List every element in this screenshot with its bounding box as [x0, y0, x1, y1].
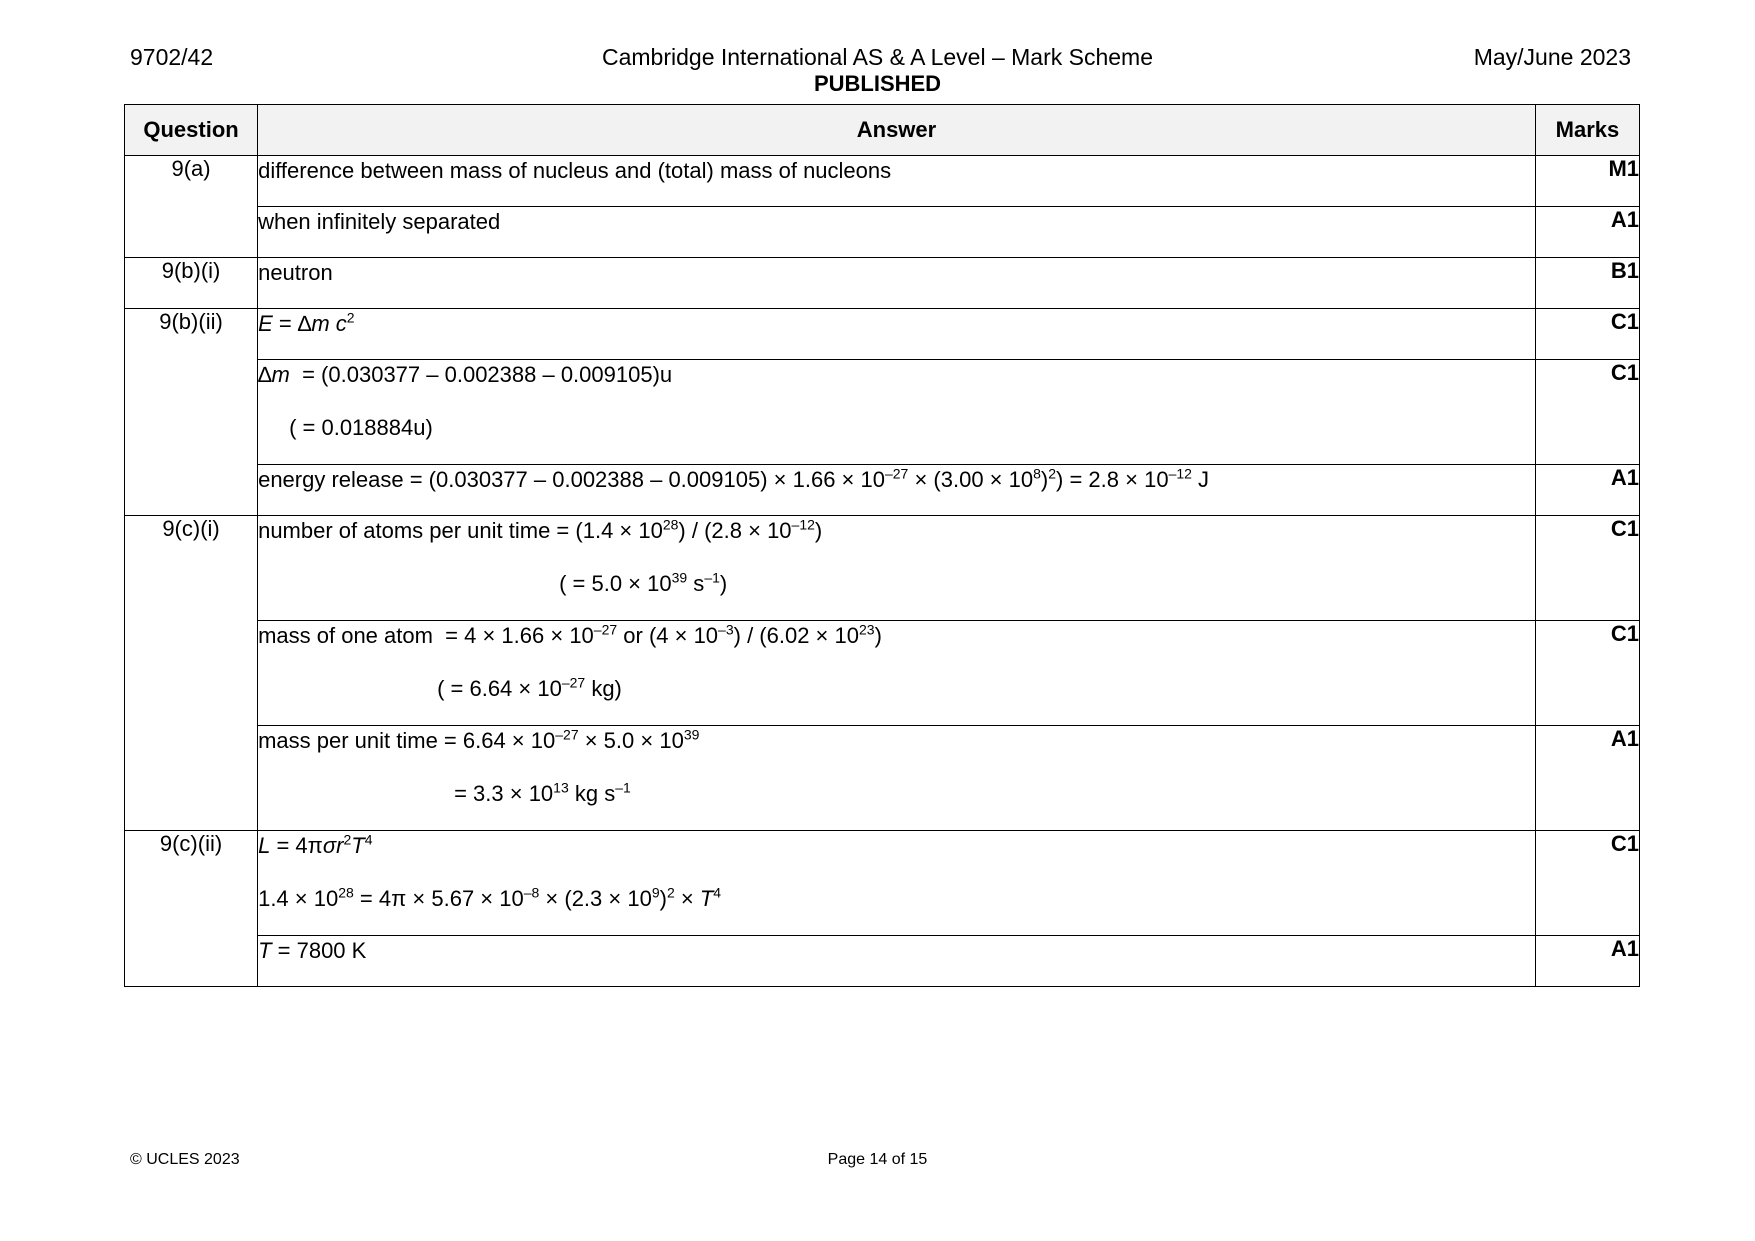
answer-column-header: Answer	[258, 105, 1536, 156]
mass-defect-value: ( = 0.018884u)	[289, 415, 433, 440]
answer-cell	[258, 207, 1536, 258]
answer-text: neutron	[258, 260, 333, 285]
table-row	[125, 156, 1640, 207]
question-number: 9(b)(ii)	[125, 309, 258, 516]
stefan-boltzmann-equation: $L = 4\pi\sigma r^2T^4$	[258, 831, 373, 858]
answer-text: when infinitely separated	[258, 209, 501, 234]
answer-cell	[258, 621, 1536, 726]
mass-one-atom-value: ( = $6.64 \times 10^{-27}$ kg)	[437, 674, 622, 701]
atoms-per-time-line: number of atoms per unit time = $(1.4 \times 10^{28}) / (2.8 \times 10^{-12})$	[258, 516, 823, 543]
mark-cell: M1	[1535, 156, 1639, 207]
exam-session: May/June 2023	[1473, 44, 1631, 70]
question-number: 9(b)(i)	[125, 258, 258, 309]
mark-cell: A1	[1535, 465, 1639, 516]
mark-cell: C1	[1535, 831, 1639, 936]
answer-cell	[258, 726, 1536, 831]
mass-defect-line: ∆m = (0.030377 – 0.002388 – 0.009105)u	[258, 362, 673, 387]
mark-cell: C1	[1535, 516, 1639, 621]
mark-cell: C1	[1535, 621, 1639, 726]
table-row	[125, 516, 1640, 621]
table-row	[125, 726, 1640, 831]
answer-cell	[258, 465, 1536, 516]
answer-cell	[258, 360, 1536, 465]
answer-cell	[258, 831, 1536, 936]
table-row	[125, 465, 1640, 516]
page-number: Page 14 of 15	[827, 1151, 928, 1168]
energy-equation: E = ∆m $c^2$	[258, 309, 355, 336]
mass-per-time-value: = $3.3 \times 10^{13}$ kg $s^{-1}$	[454, 779, 631, 806]
table-row	[125, 360, 1640, 465]
atoms-per-time-value: ( = $5.0 \times 10^{39}$ $s^{-1}$)	[559, 569, 728, 596]
answer-text: difference between mass of nucleus and (total) mass of nucleons	[258, 158, 892, 183]
table-row	[125, 309, 1640, 360]
mark-cell: C1	[1535, 309, 1639, 360]
answer-cell	[258, 309, 1536, 360]
answer-cell	[258, 258, 1536, 309]
marks-column-header: Marks	[1535, 105, 1639, 156]
answer-cell	[258, 516, 1536, 621]
published-label: PUBLISHED	[813, 71, 942, 96]
mark-cell: A1	[1535, 936, 1639, 987]
copyright-notice: © UCLES 2023	[130, 1151, 240, 1168]
question-column-header: Question	[125, 105, 258, 156]
question-number: 9(c)(ii)	[125, 831, 258, 987]
table-row	[125, 621, 1640, 726]
document-title: Cambridge International AS & A Level – Mark Scheme	[601, 44, 1154, 70]
question-number: 9(c)(i)	[125, 516, 258, 831]
table-row	[125, 936, 1640, 987]
mark-scheme-table	[124, 104, 1640, 987]
table-row	[125, 831, 1640, 936]
mass-one-atom-line: mass of one atom = $4 \times 1.66 \times 10^{-27}$ or $(4 \times 10^{-3}) / (6.02 \times 10^{23})$	[258, 621, 882, 648]
mark-cell: C1	[1535, 360, 1639, 465]
answer-cell	[258, 936, 1536, 987]
table-row	[125, 207, 1640, 258]
mark-cell: B1	[1535, 258, 1639, 309]
answer-cell	[258, 156, 1536, 207]
table-header-row	[125, 105, 1640, 156]
paper-code: 9702/42	[130, 44, 214, 70]
substitution-line: $1.4 \times 10^{28} = 4\pi \times 5.67 \times 10^{-8} \times (2.3 \times 10^9)^2 \times T^4$	[258, 884, 722, 911]
temperature-answer: T = 7800 K	[258, 938, 367, 963]
mass-per-time-line: mass per unit time = $6.64 \times 10^{-27} \times 5.0 \times 10^{39}$	[258, 726, 700, 753]
energy-release-line: energy release = $(0.030377 - 0.002388 - 0.009105) \times 1.66 \times 10^{-27} \times (3.00 \times 10^8)^2) = 2.8 \times 10^{-12}$ J	[258, 465, 1210, 492]
question-number: 9(a)	[125, 156, 258, 258]
mark-cell: A1	[1535, 207, 1639, 258]
table-row	[125, 258, 1640, 309]
mark-cell: A1	[1535, 726, 1639, 831]
